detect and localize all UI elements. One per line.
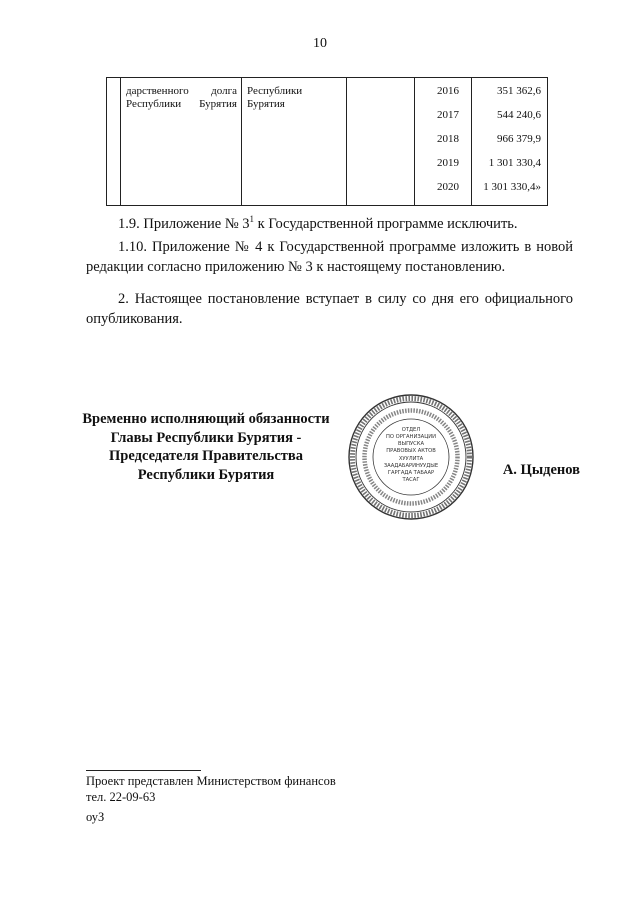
footnote-line: Проект представлен Министерством финансов — [86, 774, 336, 788]
page-number: 10 — [313, 36, 327, 51]
signer-name: А. Цыденов — [502, 462, 580, 478]
paragraph-1-9-rest: к Государственной программе исключить. — [254, 216, 518, 232]
table-cell-years — [415, 78, 472, 206]
table-cell-empty — [347, 78, 415, 206]
amount-value: 1 301 330,4» — [483, 181, 541, 193]
table-name-text: дарственного долга Республики Бурятия — [126, 85, 237, 110]
stamp-text-line: ГАРГАДА ТАБААР — [387, 470, 435, 476]
table-row — [107, 78, 548, 206]
footnote-line: оуЗ — [86, 810, 105, 824]
amount-value: 351 362,6 — [497, 85, 541, 97]
year-value: 2019 — [437, 157, 459, 169]
table-cell-name — [121, 78, 242, 206]
year-value: 2020 — [437, 181, 459, 193]
stamp-text-line: ВЫПУСКА — [397, 441, 425, 447]
paragraph-1-9-text: 1.9. Приложение № 3 — [118, 216, 250, 232]
stamp-text-line: ОТДЕЛ — [401, 427, 421, 433]
signature-title — [64, 410, 348, 484]
years-list — [415, 78, 471, 205]
stamp-text-line: ПО ОРГАНИЗАЦИИ — [385, 434, 437, 440]
signature-title-line: Главы Республики Бурятия - — [110, 429, 302, 446]
paragraph-1-10: 1.10. Приложение № 4 к Государственной программе изложить в новой редакции согласно приложению № 3 к настоящему постановлению. — [86, 239, 573, 275]
budget-table — [106, 77, 548, 206]
official-stamp-icon — [345, 391, 477, 523]
amount-value: 544 240,6 — [497, 109, 541, 121]
year-value: 2016 — [437, 85, 459, 97]
paragraph-2: 2. Настоящее постановление вступает в силу со дня его официального опубликования. — [86, 291, 573, 327]
paragraph-1-9 — [86, 214, 573, 234]
stamp-text-line: ЗААДАБАРИНУУДЫЕ — [383, 463, 439, 469]
table-cell-number — [107, 78, 121, 206]
table-cell-executor — [242, 78, 347, 206]
table-cell-amounts — [472, 78, 548, 206]
amount-value: 966 379,9 — [497, 133, 541, 145]
stamp-text-line: ПРАВОВЫХ АКТОВ — [386, 448, 436, 454]
signature-title-line: Республики Бурятия — [137, 466, 275, 483]
signature-title-line: Временно исполняющий обязанности — [82, 411, 330, 427]
stamp-text-line: ТАСАГ — [402, 477, 420, 483]
footnote-line: тел. 22-09-63 — [86, 790, 156, 804]
year-value: 2018 — [437, 133, 459, 145]
amount-value: 1 301 330,4 — [488, 157, 541, 169]
stamp-text-line: ХУУЛИТА — [398, 456, 424, 462]
amounts-list — [472, 78, 547, 205]
paragraph-1-9-superscript: 1 — [249, 214, 255, 225]
signature-title-line: Председателя Правительства — [109, 448, 303, 464]
year-value: 2017 — [437, 109, 459, 121]
table-executor-text: Республики Бурятия — [247, 85, 303, 110]
footnote-divider — [86, 770, 201, 771]
